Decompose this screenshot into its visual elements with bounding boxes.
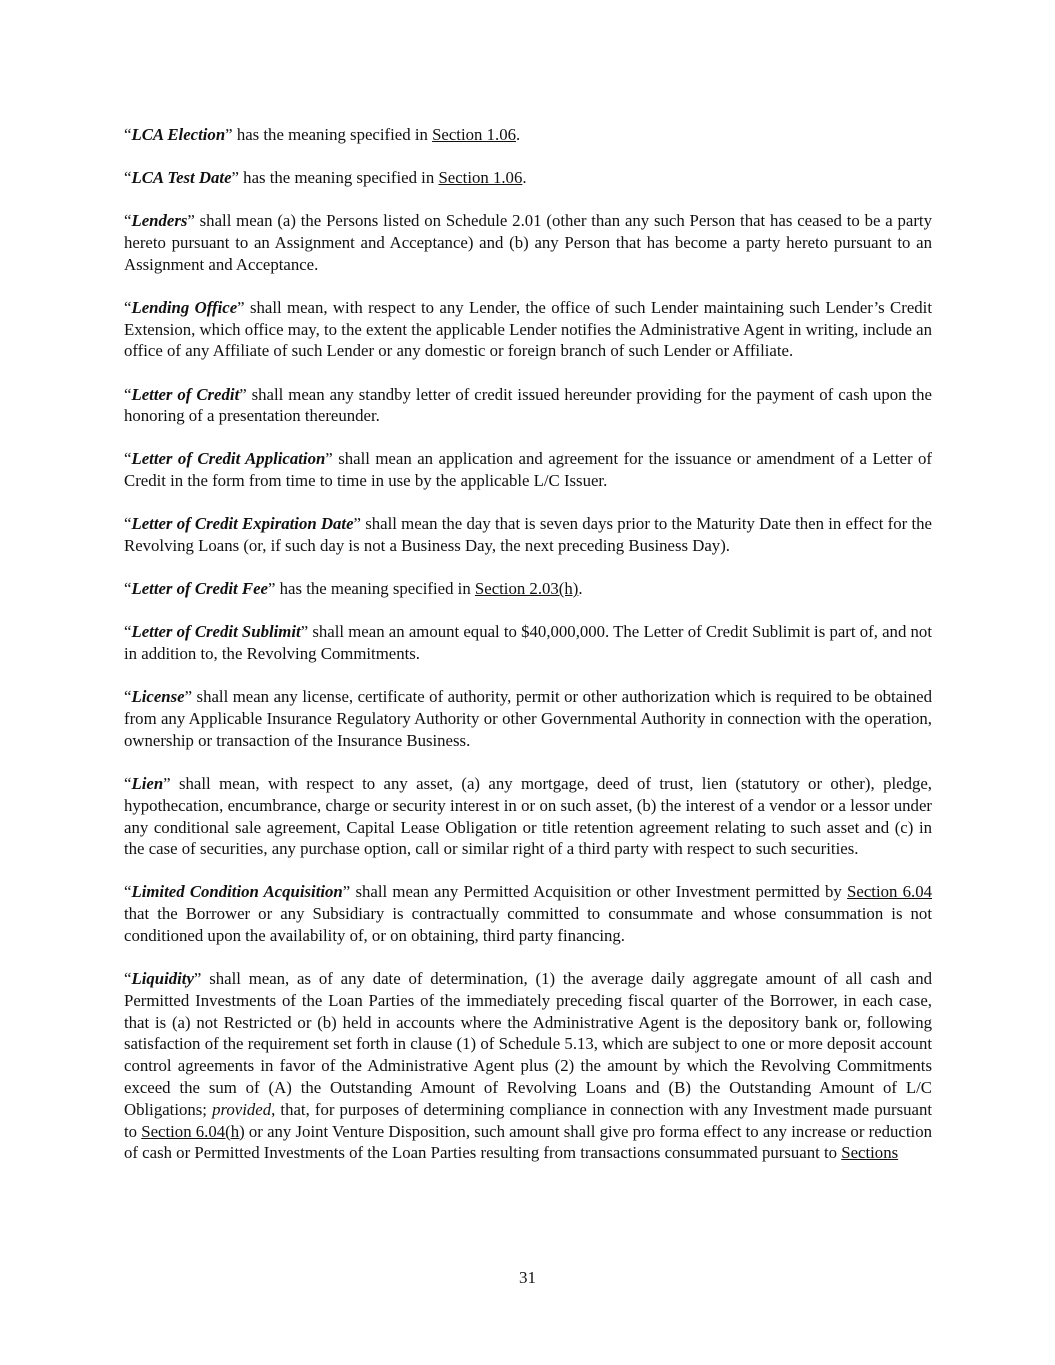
definition-paragraph bbox=[124, 773, 932, 860]
definition-text: shall mean any standby letter of credit issued hereunder providing for the payment of cash upon the honoring of a presentation thereunder. bbox=[124, 384, 932, 426]
definition-text: shall mean an application and agreement for the issuance or amendment of a Letter of Credit in the form from time to time in use by the applicable L/C Issuer. bbox=[124, 449, 932, 491]
close-quote: ” bbox=[325, 449, 333, 469]
defined-term: Letter of Credit Fee bbox=[131, 579, 268, 599]
definition-text: . bbox=[515, 125, 521, 144]
defined-term: Letter of Credit bbox=[131, 384, 240, 404]
close-quote: ” bbox=[237, 297, 245, 317]
open-quote: “ bbox=[124, 622, 132, 642]
definition-text: shall mean, with respect to any Lender, the office of such Lender maintaining such Lender’s Credit Extension, which office may, to the extent the applicable Lender notifies the Administrative Agent in writing, include an office of any Affiliate of such Lender or any domestic or foreign branch of such Lender or Affiliate. bbox=[124, 297, 932, 361]
defined-term: Letter of Credit Sublimit bbox=[131, 622, 301, 642]
defined-term: LCA Test Date bbox=[131, 168, 232, 188]
definition-text: shall mean (a) the Persons listed on Schedule 2.01 (other than any such Person that has ceased to be a party hereto pursuant to an Assignment and Acceptance) and (b) any Person that has become a party hereto pursuant to an Assignment and Acceptance. bbox=[124, 211, 932, 274]
close-quote: ” bbox=[225, 125, 233, 144]
definition-text: shall mean the day that is seven days prior to the Maturity Date then in effect for the Revolving Loans (or, if such day is not a Business Day, the next preceding Business Day). bbox=[124, 514, 932, 556]
open-quote: “ bbox=[124, 168, 132, 188]
open-quote: “ bbox=[124, 449, 132, 469]
definition-paragraph bbox=[124, 968, 932, 1164]
section-reference: Section 6.04 bbox=[847, 882, 933, 902]
defined-term: Liquidity bbox=[131, 969, 194, 989]
close-quote: ” bbox=[231, 168, 239, 188]
definition-text: has the meaning specified in bbox=[232, 125, 433, 144]
definition-paragraph bbox=[124, 513, 932, 557]
definition-text: or any Joint Venture Disposition, such amount shall give pro forma effect to any increase or reduction of cash or Permitted Investments of the Loan Parties resulting from transactions consummated pursuant to bbox=[124, 1121, 932, 1163]
defined-term: Letter of Credit Application bbox=[131, 449, 326, 469]
definition-paragraph bbox=[124, 686, 932, 751]
definition-paragraph bbox=[124, 124, 932, 146]
definition-text: . bbox=[522, 168, 527, 188]
definition-paragraph bbox=[124, 210, 932, 275]
definition-paragraph bbox=[124, 881, 932, 946]
close-quote: ” bbox=[193, 969, 202, 989]
definition-paragraph bbox=[124, 448, 932, 492]
open-quote: “ bbox=[124, 297, 132, 317]
open-quote: “ bbox=[124, 687, 132, 707]
definition-text: has the meaning specified in bbox=[238, 168, 439, 188]
definition-text: shall mean, as of any date of determination, (1) the average daily aggregate amount of all cash and Permitted Investments of the Loan Parties of the immediately preceding fiscal quarter of the Borrower, in each case, that is (a) not Restricted or (b) held in accounts where the Administrative Agent is the depository bank or, following satisfaction of the requirement set forth in clause (1) of Schedule 5.13, which are subject to one or more deposit account control agreements in favor of the Administrative Agent plus (2) the amount by which the Revolving Commitments exceed the sum of (A) the Outstanding Amount of Revolving Loans and (B) the Outstanding Amount of L/C Obligations; bbox=[124, 969, 932, 1119]
definition-paragraph bbox=[124, 578, 932, 600]
open-quote: “ bbox=[124, 882, 132, 902]
section-reference: Section 2.03(h) bbox=[474, 579, 579, 599]
close-quote: ” bbox=[342, 882, 351, 902]
close-quote: ” bbox=[184, 687, 193, 707]
definition-text: shall mean an amount equal to $40,000,000. The Letter of Credit Sublimit is part of, and not in addition to, the Revolving Commitments. bbox=[124, 622, 932, 664]
close-quote: ” bbox=[187, 211, 195, 231]
page-number: 31 bbox=[519, 1268, 536, 1287]
defined-term: Lending Office bbox=[131, 297, 238, 317]
section-reference: Section 6.04(h) bbox=[141, 1121, 245, 1141]
definition-text: , that, for purposes of determining compliance in connection with any Investment made pursuant to bbox=[124, 1099, 932, 1141]
defined-term: License bbox=[131, 687, 185, 707]
section-reference: Sections bbox=[841, 1143, 899, 1163]
definition-paragraph bbox=[124, 384, 932, 428]
italic-text: provided bbox=[212, 1099, 272, 1119]
close-quote: ” bbox=[268, 579, 276, 599]
open-quote: “ bbox=[124, 211, 132, 231]
definition-text: shall mean any license, certificate of authority, permit or other authorization which is required to be obtained from any Applicable Insurance Regulatory Authority or other Governmental Authority in connection with the operation, ownership or transaction of the Insurance Business. bbox=[124, 687, 932, 750]
definition-text: shall mean, with respect to any asset, (a) any mortgage, deed of trust, lien (statutory or other), pledge, hypothecation, encumbrance, charge or security interest in or on such asset, (b) the interest of a vendor or a lessor under any conditional sale agreement, Capital Lease Obligation or title retention agreement relating to such asset and (c) in the case of securities, any purchase option, call or similar right of a third party with respect to such securities. bbox=[124, 773, 932, 859]
definition-paragraph bbox=[124, 621, 932, 665]
definition-text: has the meaning specified in bbox=[275, 579, 475, 599]
open-quote: “ bbox=[124, 125, 132, 144]
close-quote: ” bbox=[239, 384, 247, 404]
close-quote: ” bbox=[353, 514, 361, 534]
open-quote: “ bbox=[124, 969, 132, 989]
definition-paragraph bbox=[124, 167, 932, 189]
close-quote: ” bbox=[300, 622, 309, 642]
open-quote: “ bbox=[124, 514, 132, 534]
defined-term: Limited Condition Acquisition bbox=[131, 882, 343, 902]
defined-term: Lenders bbox=[131, 211, 188, 231]
definition-paragraph bbox=[124, 297, 932, 362]
definition-text: shall mean any Permitted Acquisition or other Investment permitted by bbox=[350, 882, 848, 902]
defined-term: Letter of Credit Expiration Date bbox=[131, 514, 354, 534]
definition-text: that the Borrower or any Subsidiary is contractually committed to consummate and whose consummation is not conditioned upon the availability of, or on obtaining, third party financing. bbox=[124, 904, 932, 945]
open-quote: “ bbox=[124, 579, 132, 599]
section-reference: Section 1.06 bbox=[432, 125, 516, 144]
open-quote: “ bbox=[124, 773, 132, 793]
defined-term: LCA Election bbox=[131, 125, 226, 144]
definition-text: . bbox=[578, 579, 583, 599]
defined-term: Lien bbox=[131, 773, 164, 793]
open-quote: “ bbox=[124, 384, 132, 404]
document-body bbox=[124, 124, 932, 1186]
section-reference: Section 1.06 bbox=[438, 168, 523, 188]
close-quote: ” bbox=[163, 773, 171, 793]
